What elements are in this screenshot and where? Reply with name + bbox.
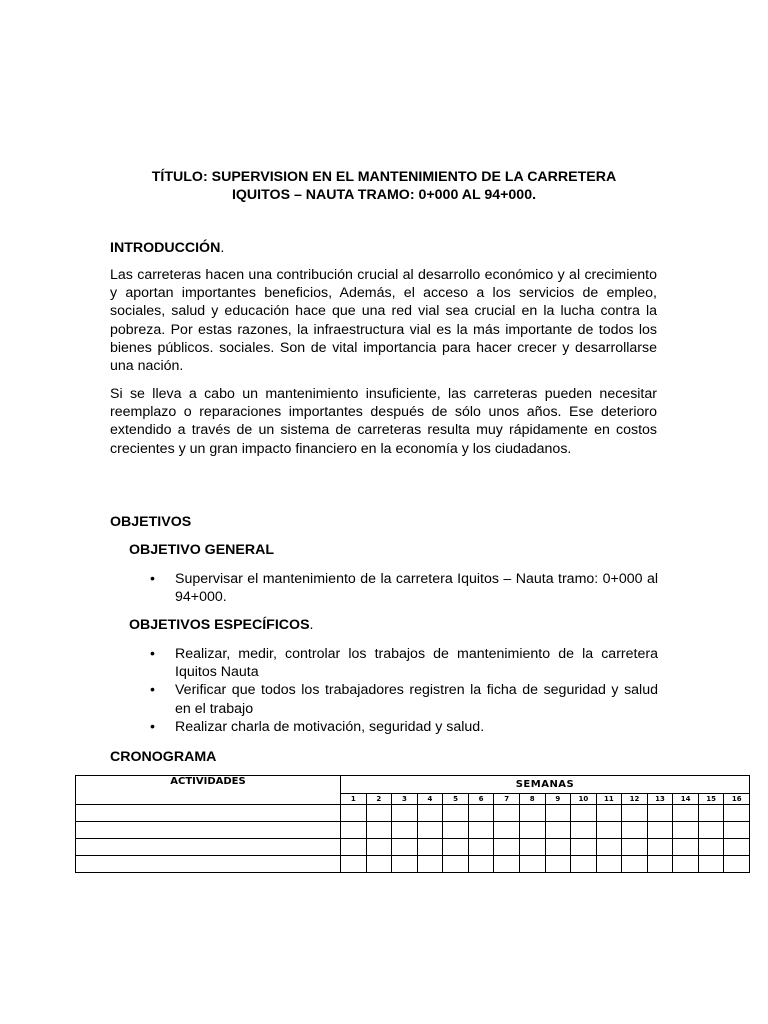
- table-cell: [76, 839, 341, 856]
- week-header: 4: [417, 794, 443, 805]
- objetivos-heading: OBJETIVOS: [110, 514, 192, 530]
- list-item: [150, 681, 658, 717]
- cronograma-table: [75, 775, 750, 873]
- week-header: 15: [698, 794, 724, 805]
- list-item: [150, 718, 658, 736]
- week-header: 9: [545, 794, 571, 805]
- actividades-header: ACTIVIDADES: [76, 776, 341, 805]
- introduccion-heading: [110, 239, 224, 257]
- objetivos-especificos-heading-text: OBJETIVOS ESPECÍFICOS: [129, 617, 310, 633]
- week-header: 8: [519, 794, 545, 805]
- table-cell: [76, 856, 341, 873]
- week-header: 5: [443, 794, 469, 805]
- bullet-icon: •: [150, 646, 155, 662]
- introduccion-paragraph-1: Las carreteras hacen una contribución crucial al desarrollo económico y al crecimiento y aportan importantes beneficios, Además, el acceso a los servicios de empleo, sociales, salud y educación hace que una red vial sea crucial en la lucha contra la pobreza. Por estas razones, la infraestructura vial es la más importante de todos los bienes públicos. sociales. Son de vital importancia para hacer crecer y desarrollarse una nación.: [110, 267, 657, 375]
- week-header: 2: [366, 794, 392, 805]
- title-line-1: TÍTULO: SUPERVISION EN EL MANTENIMIENTO DE LA CARRETERA: [151, 169, 617, 185]
- week-header: 11: [596, 794, 622, 805]
- week-header: 14: [673, 794, 699, 805]
- table-cell: [76, 805, 341, 822]
- week-header: 7: [494, 794, 520, 805]
- list-item-text: Realizar, medir, controlar los trabajos de mantenimiento de la carretera Iquitos Nauta: [175, 646, 658, 681]
- cronograma-heading: CRONOGRAMA: [110, 749, 217, 765]
- list-item: [150, 570, 658, 606]
- introduccion-paragraph-2: Si se lleva a cabo un mantenimiento insuficiente, las carreteras pueden necesitar reemplazo o reparaciones importantes después de sólo unos años. Ese deterioro extendido a través de un sistema de carreteras resulta muy rápidamente en costos crecientes y un gran impacto financiero en la economía y los ciudadanos.: [110, 386, 657, 457]
- introduccion-heading-punct: .: [220, 240, 225, 256]
- objetivo-general-list: [150, 570, 658, 606]
- week-header: 10: [571, 794, 597, 805]
- semanas-header: SEMANAS: [341, 776, 750, 794]
- introduccion-heading-text: INTRODUCCIÓN: [110, 240, 221, 256]
- objetivos-especificos-list: [150, 645, 658, 736]
- bullet-icon: •: [150, 571, 155, 587]
- table-cell: [76, 822, 341, 839]
- title-line-2: IQUITOS – NAUTA TRAMO: 0+000 AL 94+000.: [231, 187, 537, 203]
- document-title: [110, 168, 658, 204]
- table-row: [76, 856, 750, 873]
- table-row: [76, 805, 750, 822]
- bullet-icon: •: [150, 718, 155, 735]
- list-item-text: Verificar que todos los trabajadores registren la ficha de seguridad y salud en el trabajo: [175, 682, 658, 717]
- list-item-text: Realizar charla de motivación, seguridad y salud.: [175, 718, 485, 735]
- bullet-icon: •: [150, 682, 155, 699]
- objetivos-especificos-heading-punct: .: [309, 617, 314, 633]
- objetivo-general-heading: OBJETIVO GENERAL: [129, 542, 275, 558]
- week-header: 6: [468, 794, 494, 805]
- week-header: 13: [647, 794, 673, 805]
- list-item-text: Supervisar el mantenimiento de la carretera Iquitos – Nauta tramo: 0+000 al 94+000.: [175, 571, 658, 606]
- week-header: 3: [392, 794, 418, 805]
- table-row: [76, 822, 750, 839]
- week-header: 1: [341, 794, 367, 805]
- list-item: [150, 645, 658, 681]
- table-row: [76, 839, 750, 856]
- week-header: 16: [724, 794, 750, 805]
- week-header: 12: [622, 794, 648, 805]
- objetivos-especificos-heading: [129, 616, 314, 634]
